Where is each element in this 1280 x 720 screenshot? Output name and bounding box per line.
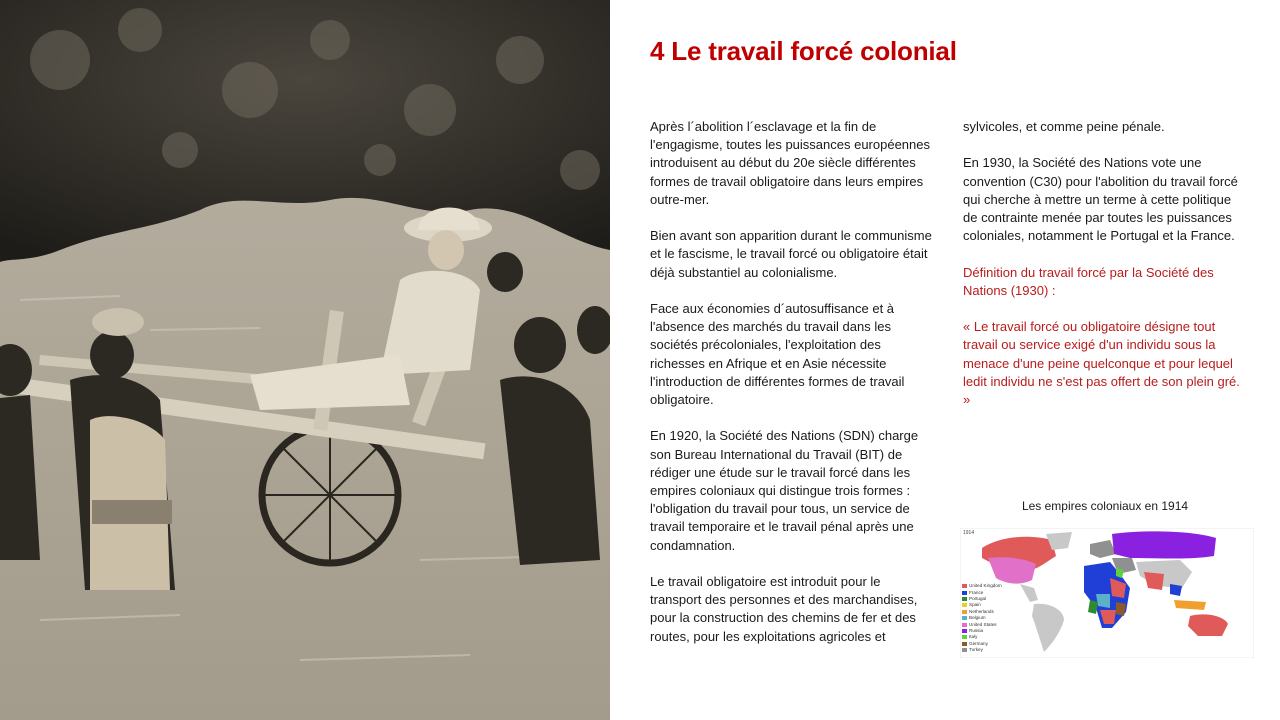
definition-quote: « Le travail forcé ou obligatoire désigne tout travail ou service exigé d'un individu sous la menace d'une peine quelconque et pour lequel ledit individu ne s'est pas offert de son plein gré. » <box>963 319 1240 407</box>
legend-swatch <box>962 635 967 639</box>
text-column-left <box>650 118 932 664</box>
legend-label: France <box>969 589 984 595</box>
legend-swatch <box>962 623 967 627</box>
map-year-label: 1914 <box>963 530 975 536</box>
legend-swatch <box>962 629 967 633</box>
legend-label: Netherlands <box>969 608 994 614</box>
legend-item <box>962 647 1042 653</box>
legend-label: Portugal <box>969 595 987 601</box>
legend-swatch <box>962 597 967 601</box>
legend-swatch <box>962 584 967 588</box>
legend-label: Turkey <box>969 647 983 653</box>
map-caption: Les empires coloniaux en 1914 <box>1021 499 1189 513</box>
paragraph: En 1920, la Société des Nations (SDN) charge son Bureau International du Travail (BIT) de rédiger une étude sur le travail forcé dans les empires coloniaux qui distingue trois formes : l'obligation du travail pour tous, un service de travail temporaire et le travail pénal après une condamnation. <box>650 428 919 553</box>
legend-label: Germany <box>969 640 988 646</box>
legend-label: United Kingdom <box>969 583 1002 589</box>
legend-label: Belgium <box>969 615 986 621</box>
paragraph: Bien avant son apparition durant le communisme et le fascisme, le travail forcé ou obligatoire était déjà substantiel au colonialisme. <box>650 228 932 280</box>
text-column-right <box>963 118 1246 427</box>
legend-swatch <box>962 610 967 614</box>
legend-swatch <box>962 616 967 620</box>
paragraph: En 1930, la Société des Nations vote une convention (C30) pour l'abolition du travail forcé qui cherche à mettre un terme à cette politique de contrainte menée par toutes les puissances coloniales, notamment le Portugal et la France. <box>963 155 1238 244</box>
paragraph: sylvicoles, et comme peine pénale. <box>963 119 1165 134</box>
page-title: 4 Le travail forcé colonial <box>650 36 957 66</box>
map-legend <box>962 583 1042 653</box>
paragraph: Le travail obligatoire est introduit pour le transport des personnes et des marchandises, pour la construction des chemins de fer et des routes, pour les exploitations agricoles et <box>650 574 918 644</box>
paragraph: Après l´abolition l´esclavage et la fin de l'engagisme, toutes les puissances européennes introduisent au début du 20e siècle différentes formes de travail obligatoire dans leurs empires outre-mer. <box>650 119 930 207</box>
historical-photo <box>0 0 610 720</box>
legend-swatch <box>962 648 967 652</box>
legend-swatch <box>962 591 967 595</box>
definition-heading: Définition du travail forcé par la Société des Nations (1930) : <box>963 264 1214 298</box>
legend-label: United States <box>969 621 997 627</box>
legend-label: Spain <box>969 602 981 608</box>
legend-swatch <box>962 603 967 607</box>
legend-swatch <box>962 642 967 646</box>
paragraph: Face aux économies d´autosuffisance et à l'absence des marchés du travail dans les sociétés précoloniales, l'exploitation des richesses en Afrique et en Asie nécessite l'introduction de différentes formes de travail obligatoire. <box>650 301 905 408</box>
legend-label: Russia <box>969 627 984 633</box>
legend-label: Italy <box>969 634 978 640</box>
